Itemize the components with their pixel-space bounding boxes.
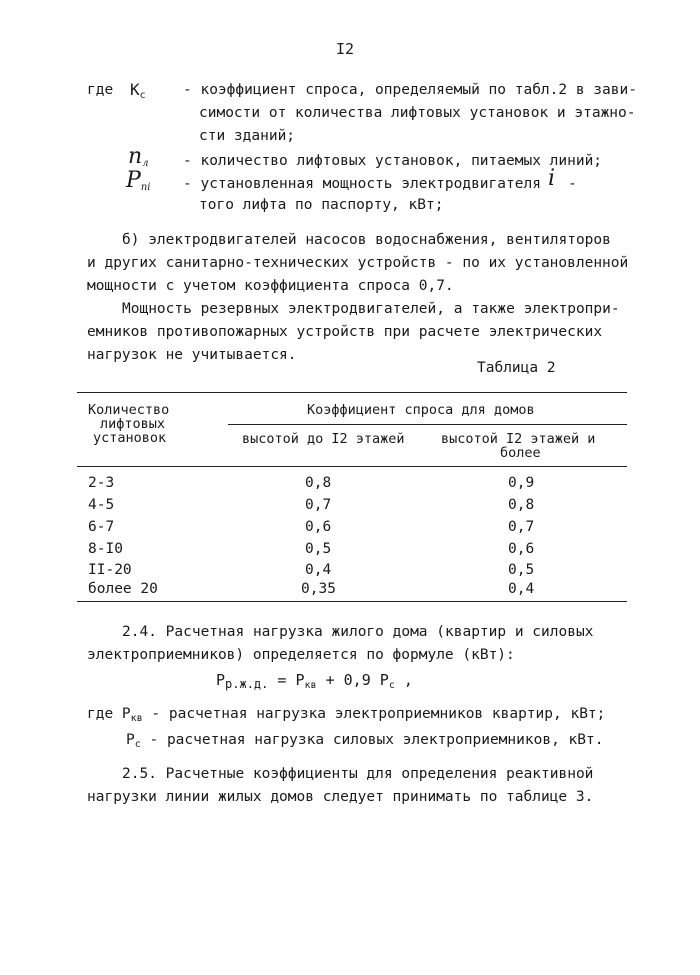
pkv-definition <box>87 706 605 724</box>
row-count: более 20 <box>88 581 158 597</box>
n-symbol-sub: л <box>142 158 149 169</box>
row-high: 0,5 <box>508 562 535 578</box>
pc-definition <box>126 732 603 750</box>
col-low-header: высотой до I2 этажей <box>242 431 405 447</box>
pc-sub: с <box>134 739 141 750</box>
para-reserve-line-3: нагрузок не учитывается. <box>87 347 297 363</box>
row-low: 0,7 <box>305 497 332 513</box>
section-2-5-line-2: нагрузки линии жилых домов следует принимать по таблице 3. <box>87 789 594 805</box>
para-b-line-2: и других санитарно-технических устройств - по их установленной <box>87 255 629 271</box>
p-symbol <box>126 168 150 193</box>
row-high: 0,4 <box>508 581 535 597</box>
col-count-header-line-1: Количество <box>88 402 170 418</box>
col-high-header-line-2: более <box>500 445 541 461</box>
page-number: I2 <box>336 40 355 58</box>
row-count: II-20 <box>88 562 132 578</box>
section-2-4-line-2: электроприемников) определяется по формуле (кВт): <box>87 647 515 663</box>
pc-text: - расчетная нагрузка силовых электроприемников, кВт. <box>140 732 604 748</box>
para-reserve-line-1: Мощность резервных электродвигателей, а также электропри- <box>122 301 620 317</box>
k-definition-line-3: сти зданий; <box>199 128 296 144</box>
n-symbol-letter: n <box>128 144 143 169</box>
table-header-bottom-rule <box>77 466 627 467</box>
para-reserve-line-2: емников противопожарных устройств при расчете электрических <box>87 324 603 340</box>
row-count: 4-5 <box>88 497 115 513</box>
k-symbol-letter: К <box>130 80 140 99</box>
col-count-header-line-2: лифтовых <box>100 416 166 432</box>
p-symbol-letter: P <box>126 168 141 193</box>
row-low: 0,4 <box>305 562 332 578</box>
row-count: 8-I0 <box>88 541 123 557</box>
formula-mid: = P <box>268 671 305 689</box>
p-definition-line-1: - установленная мощность электродвигателя <box>183 176 541 192</box>
col-count-header-line-3: установок <box>93 430 167 446</box>
table-caption: Таблица 2 <box>477 360 556 376</box>
n-definition: - количество лифтовых установок, питаемых линий; <box>183 153 603 169</box>
p-definition-line-2: того лифта по паспорту, кВт; <box>199 197 444 213</box>
i-symbol: i <box>548 166 556 191</box>
row-low: 0,8 <box>305 475 332 491</box>
col-high-header-line-1: высотой I2 этажей и <box>441 431 596 447</box>
i-dash: - <box>568 176 577 192</box>
formula-sub-c: с <box>388 680 395 691</box>
where-label: где <box>87 82 114 98</box>
row-low: 0,6 <box>305 519 332 535</box>
group-header: Коэффициент спроса для домов <box>307 402 535 418</box>
para-b-line-1: б) электродвигателей насосов водоснабжения, вентиляторов <box>122 232 611 248</box>
para-b-line-3: мощности с учетом коэффициента спроса 0,7. <box>87 278 454 294</box>
row-high: 0,6 <box>508 541 535 557</box>
row-high: 0,7 <box>508 519 535 535</box>
section-2-4-line-1: 2.4. Расчетная нагрузка жилого дома (квартир и силовых <box>122 624 594 640</box>
row-count: 2-3 <box>88 475 115 491</box>
table-bottom-rule <box>77 601 627 602</box>
row-high: 0,9 <box>508 475 535 491</box>
n-symbol <box>128 144 149 169</box>
k-definition-line-2: симости от количества лифтовых установок и этажно- <box>199 105 636 121</box>
formula <box>216 671 413 691</box>
formula-comma: , <box>394 671 413 689</box>
p-symbol-sub: ni <box>140 182 151 193</box>
pkv-sub: кв <box>130 713 143 724</box>
row-low: 0,5 <box>305 541 332 557</box>
section-2-5-line-1: 2.5. Расчетные коэффициенты для определения реактивной <box>122 766 594 782</box>
pkv-where: где P <box>87 706 131 722</box>
k-symbol <box>130 80 146 101</box>
formula-p: P <box>216 671 226 689</box>
formula-sub-kv: кв <box>304 680 317 691</box>
row-low: 0,35 <box>301 581 336 597</box>
formula-sub-rzhd: р.ж.д. <box>225 677 269 691</box>
pc-symbol: P <box>126 732 135 748</box>
table-top-rule <box>77 392 627 393</box>
pkv-text: - расчетная нагрузка электроприемников квартир, кВт; <box>142 706 606 722</box>
k-symbol-sub: с <box>139 90 146 101</box>
table-group-rule <box>228 424 627 425</box>
row-count: 6-7 <box>88 519 115 535</box>
k-definition-line-1: - коэффициент спроса, определяемый по табл.2 в зави- <box>183 82 637 98</box>
formula-tail: + 0,9 P <box>316 671 389 689</box>
row-high: 0,8 <box>508 497 535 513</box>
